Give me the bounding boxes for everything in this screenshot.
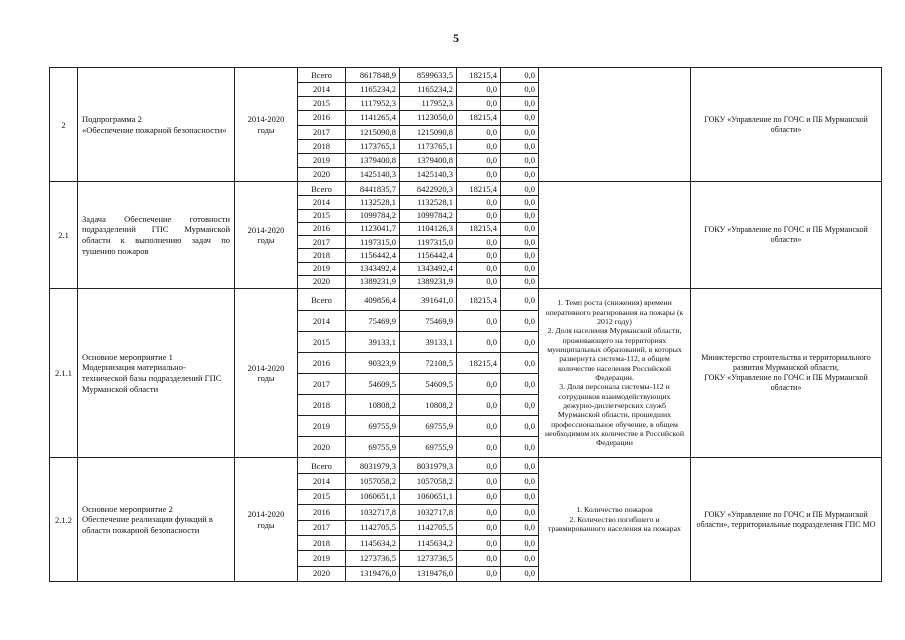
other-sources-column	[501, 458, 539, 581]
value-cell: 1273736,5	[346, 550, 399, 566]
section-task-2-1	[50, 182, 882, 289]
value-cell: 0,0	[501, 82, 538, 97]
value-cell: 1425140,3	[416, 168, 453, 179]
value-cell: 1197315,0	[346, 235, 399, 249]
total-funding-column	[346, 182, 400, 288]
value-cell: 0,0	[501, 96, 538, 111]
value-cell: 18215,4	[457, 289, 500, 311]
section-indicators-text: 1. Темп роста (снижения) времени оперативного реагирования на пожары (к 2012 году) 2. Доля населения Мурманской области, проживающего на территориях муниципальных образований, в которых развернута система-112, в общем количестве населения Российской Федерации. 3. Доля персонала системы-112 и сотрудников взаимодействующих дежурно-диспетчерских служб Мурманской области, прошедших профессиональное обучение, в общем необходимом их количестве в Российской Федерации	[545, 298, 684, 448]
value-cell: 0,0	[457, 504, 500, 520]
year-cell: 2020	[313, 276, 330, 287]
value-cell: 1132528,1	[346, 195, 399, 209]
value-cell: 0,0	[501, 262, 538, 276]
value-cell: 0,0	[524, 276, 535, 287]
year-column	[298, 458, 346, 581]
value-cell: 72108,5	[400, 352, 456, 374]
year-column	[298, 182, 346, 288]
value-cell: 0,0	[524, 441, 535, 452]
year-cell: 2018	[298, 139, 345, 154]
value-cell: 0,0	[457, 82, 500, 97]
value-cell: 0,0	[501, 458, 538, 474]
value-cell: 0,0	[457, 248, 500, 262]
value-cell: 1117952,3	[346, 96, 399, 111]
section-executor-text: ГОКУ «Управление по ГОЧС и ПБ Мурманской области»	[704, 114, 868, 134]
value-cell: 0,0	[457, 394, 500, 416]
total-funding-column	[346, 458, 400, 581]
value-cell: 90323,9	[346, 352, 399, 374]
value-cell: 0,0	[501, 139, 538, 154]
year-cell: 2014	[298, 310, 345, 332]
section-indicators	[539, 289, 691, 457]
value-cell: 0,0	[501, 489, 538, 505]
value-cell: 1165234,2	[400, 82, 456, 97]
year-cell: 2016	[298, 222, 345, 236]
value-cell: 69755,9	[425, 441, 453, 452]
value-cell: 39133,1	[346, 331, 399, 353]
section-period	[235, 289, 298, 457]
value-cell: 1319476,0	[359, 568, 396, 579]
year-cell: 2014	[298, 82, 345, 97]
value-cell: 0,0	[501, 222, 538, 236]
section-indicators-text: 1. Количество пожаров 2. Количество погибшего и травмированного населения на пожарах	[548, 505, 681, 534]
value-cell: 39133,1	[400, 331, 456, 353]
section-executor-text: ГОКУ «Управление по ГОЧС и ПБ Мурманской области»	[704, 225, 868, 244]
year-cell: 2017	[298, 235, 345, 249]
year-cell: 2019	[298, 550, 345, 566]
year-column	[298, 289, 346, 457]
value-cell: 0,0	[457, 235, 500, 249]
value-cell: 0,0	[501, 310, 538, 332]
year-cell: 2014	[298, 195, 345, 209]
section-executor	[691, 68, 882, 181]
year-cell: 2017	[298, 373, 345, 395]
value-cell: 1099784,2	[400, 209, 456, 223]
value-cell: 69755,9	[346, 415, 399, 437]
year-cell: 2016	[298, 110, 345, 125]
value-cell: 1156442,4	[400, 248, 456, 262]
section-executor	[691, 182, 882, 288]
value-cell: 0,0	[501, 352, 538, 374]
value-cell: 0,0	[501, 68, 538, 83]
regional-budget-column	[400, 289, 457, 457]
value-cell: 1123050,0	[400, 110, 456, 125]
value-cell: 1389231,9	[416, 276, 453, 287]
value-cell: 75469,9	[346, 310, 399, 332]
value-cell: 0,0	[457, 550, 500, 566]
value-cell: 18215,4	[457, 352, 500, 374]
section-indicators	[539, 68, 691, 181]
year-cell: Всего	[298, 68, 345, 83]
value-cell: 1132528,1	[400, 195, 456, 209]
section-activity-2-1-2	[50, 458, 882, 582]
value-cell: 0,0	[501, 473, 538, 489]
year-cell: Всего	[298, 289, 345, 311]
section-executor	[691, 289, 882, 457]
value-cell: 8441835,7	[346, 182, 399, 196]
section-period	[235, 68, 298, 181]
regional-budget-column	[400, 68, 457, 181]
value-cell: 0,0	[501, 394, 538, 416]
value-cell: 1145634,2	[400, 535, 456, 551]
value-cell: 0,0	[501, 331, 538, 353]
value-cell: 0,0	[457, 331, 500, 353]
value-cell: 0,0	[501, 289, 538, 311]
value-cell: 391641,0	[400, 289, 456, 311]
value-cell: 1060651,1	[400, 489, 456, 505]
section-period	[235, 458, 298, 581]
year-cell: 2014	[298, 473, 345, 489]
value-cell: 0,0	[486, 168, 497, 179]
section-executor-text: ГОКУ «Управление по ГОЧС и ПБ Мурманской области», территориальные подразделения ГПС МО	[696, 509, 876, 529]
value-cell: 1273736,5	[400, 550, 456, 566]
value-cell: 1032717,8	[400, 504, 456, 520]
value-cell: 0,0	[501, 248, 538, 262]
value-cell: 0,0	[457, 125, 500, 140]
value-cell: 1343492,4	[346, 262, 399, 276]
year-cell: 2015	[298, 209, 345, 223]
value-cell: 1215090,8	[400, 125, 456, 140]
value-cell: 0,0	[457, 473, 500, 489]
value-cell: 1389231,9	[359, 276, 396, 287]
value-cell: 1165234,2	[346, 82, 399, 97]
program-table	[49, 67, 882, 582]
value-cell: 117952,3	[400, 96, 456, 111]
value-cell: 0,0	[501, 125, 538, 140]
value-cell: 1142705,5	[400, 520, 456, 536]
year-cell: 2020	[313, 168, 330, 179]
value-cell: 8031979,3	[400, 458, 456, 474]
value-cell: 1197315,0	[400, 235, 456, 249]
year-cell: 2015	[298, 96, 345, 111]
year-cell: 2015	[298, 331, 345, 353]
federal-budget-column	[457, 182, 501, 288]
year-cell: 2018	[298, 394, 345, 416]
federal-budget-column	[457, 68, 501, 181]
value-cell: 18215,4	[457, 110, 500, 125]
section-title	[78, 68, 235, 181]
value-cell: 0,0	[457, 520, 500, 536]
value-cell: 75469,9	[400, 310, 456, 332]
other-sources-column	[501, 182, 539, 288]
section-subprogram-2	[50, 68, 882, 182]
section-title-text: Задача Обеспечение готовности подразделений ГПС Мурманской области к выполнению задач по тушению пожаров	[82, 213, 230, 256]
year-cell: Всего	[298, 458, 345, 474]
value-cell: 1156442,4	[346, 248, 399, 262]
year-cell: 2017	[298, 520, 345, 536]
value-cell: 8599633,5	[400, 68, 456, 83]
year-cell: 2019	[298, 153, 345, 168]
value-cell: 0,0	[501, 235, 538, 249]
year-cell: 2019	[298, 262, 345, 276]
value-cell: 1379400,8	[400, 153, 456, 168]
year-cell: 2018	[298, 248, 345, 262]
value-cell: 0,0	[457, 262, 500, 276]
value-cell: 0,0	[501, 153, 538, 168]
value-cell: 18215,4	[457, 222, 500, 236]
value-cell: 1123041,7	[346, 222, 399, 236]
total-funding-column	[346, 289, 400, 457]
value-cell: 8031979,3	[346, 458, 399, 474]
value-cell: 8617848,9	[346, 68, 399, 83]
value-cell: 0,0	[524, 568, 535, 579]
value-cell: 0,0	[486, 441, 497, 452]
section-number: 2.1.2	[50, 458, 78, 581]
value-cell: 1060651,1	[346, 489, 399, 505]
value-cell: 0,0	[524, 168, 535, 179]
value-cell: 0,0	[457, 489, 500, 505]
value-cell: 0,0	[501, 209, 538, 223]
year-cell: 2020	[313, 568, 330, 579]
section-number: 2	[50, 68, 78, 181]
value-cell: 10808,2	[400, 394, 456, 416]
value-cell: 0,0	[457, 310, 500, 332]
value-cell: 1099784,2	[346, 209, 399, 223]
section-title	[78, 289, 235, 457]
value-cell: 0,0	[457, 373, 500, 395]
year-column	[298, 68, 346, 181]
value-cell: 0,0	[501, 182, 538, 196]
year-cell: Всего	[298, 182, 345, 196]
value-cell: 54609,5	[346, 373, 399, 395]
value-cell: 0,0	[457, 195, 500, 209]
value-cell: 18215,4	[457, 68, 500, 83]
value-cell: 0,0	[501, 415, 538, 437]
value-cell: 0,0	[486, 276, 497, 287]
value-cell: 0,0	[486, 568, 497, 579]
value-cell: 409856,4	[346, 289, 399, 311]
section-indicators	[539, 182, 691, 288]
value-cell: 0,0	[457, 535, 500, 551]
year-cell: 2016	[298, 504, 345, 520]
value-cell: 0,0	[501, 550, 538, 566]
section-title	[78, 458, 235, 581]
value-cell: 0,0	[501, 535, 538, 551]
value-cell: 0,0	[457, 209, 500, 223]
value-cell: 1142705,5	[346, 520, 399, 536]
federal-budget-column	[457, 289, 501, 457]
federal-budget-column	[457, 458, 501, 581]
page-number: 5	[453, 31, 459, 45]
section-executor-text: Министерство строительства и территориального развития Мурманской области, ГОКУ «Управление по ГОЧС и ПБ Мурманской области»	[701, 353, 871, 392]
value-cell: 0,0	[457, 96, 500, 111]
section-period-text: 2014-2020 годы	[247, 509, 285, 530]
value-cell: 0,0	[501, 520, 538, 536]
value-cell: 1173765,1	[346, 139, 399, 154]
regional-budget-column	[400, 458, 457, 581]
value-cell: 1145634,2	[346, 535, 399, 551]
year-cell: 2020	[313, 441, 330, 452]
regional-budget-column	[400, 182, 457, 288]
value-cell: 0,0	[457, 415, 500, 437]
value-cell: 69755,9	[400, 415, 456, 437]
section-period	[235, 182, 298, 288]
value-cell: 0,0	[457, 458, 500, 474]
year-cell: 2018	[298, 535, 345, 551]
value-cell: 1057058,2	[346, 473, 399, 489]
year-cell: 2019	[298, 415, 345, 437]
other-sources-column	[501, 289, 539, 457]
section-title	[78, 182, 235, 288]
value-cell: 1173765,1	[400, 139, 456, 154]
other-sources-column	[501, 68, 539, 181]
value-cell: 1425140,3	[359, 168, 396, 179]
value-cell: 0,0	[501, 373, 538, 395]
value-cell: 1343492,4	[400, 262, 456, 276]
value-cell: 0,0	[501, 110, 538, 125]
value-cell: 0,0	[457, 139, 500, 154]
value-cell: 0,0	[501, 195, 538, 209]
section-period-text: 2014-2020 годы	[247, 114, 285, 135]
section-activity-2-1-1	[50, 289, 882, 458]
value-cell: 1104126,3	[400, 222, 456, 236]
section-title-text: Основное мероприятие 1 Модернизация материально-технической базы подразделений ГПС Мурманской области	[82, 351, 222, 394]
year-cell: 2016	[298, 352, 345, 374]
value-cell: 1141265,4	[346, 110, 399, 125]
section-number: 2.1.1	[50, 289, 78, 457]
section-number: 2.1	[50, 182, 78, 288]
value-cell: 54609,5	[400, 373, 456, 395]
section-title-text: Подпрограмма 2 «Обеспечение пожарной безопасности»	[82, 113, 227, 135]
section-period-text: 2014-2020 годы	[247, 362, 285, 383]
value-cell: 1319476,0	[416, 568, 453, 579]
value-cell: 1032717,8	[346, 504, 399, 520]
value-cell: 69755,9	[368, 441, 396, 452]
value-cell: 0,0	[457, 153, 500, 168]
value-cell: 18215,4	[457, 182, 500, 196]
year-cell: 2017	[298, 125, 345, 140]
section-executor	[691, 458, 882, 581]
section-title-text: Основное мероприятие 2 Обеспечение реализации функций в области пожарной безопасности	[82, 503, 213, 535]
value-cell: 10808,2	[346, 394, 399, 416]
value-cell: 0,0	[501, 504, 538, 520]
value-cell: 1379400,8	[346, 153, 399, 168]
section-indicators	[539, 458, 691, 581]
value-cell: 1057058,2	[400, 473, 456, 489]
value-cell: 8422920,3	[400, 182, 456, 196]
year-cell: 2015	[298, 489, 345, 505]
section-period-text: 2014-2020 годы	[247, 224, 285, 245]
value-cell: 1215090,8	[346, 125, 399, 140]
total-funding-column	[346, 68, 400, 181]
